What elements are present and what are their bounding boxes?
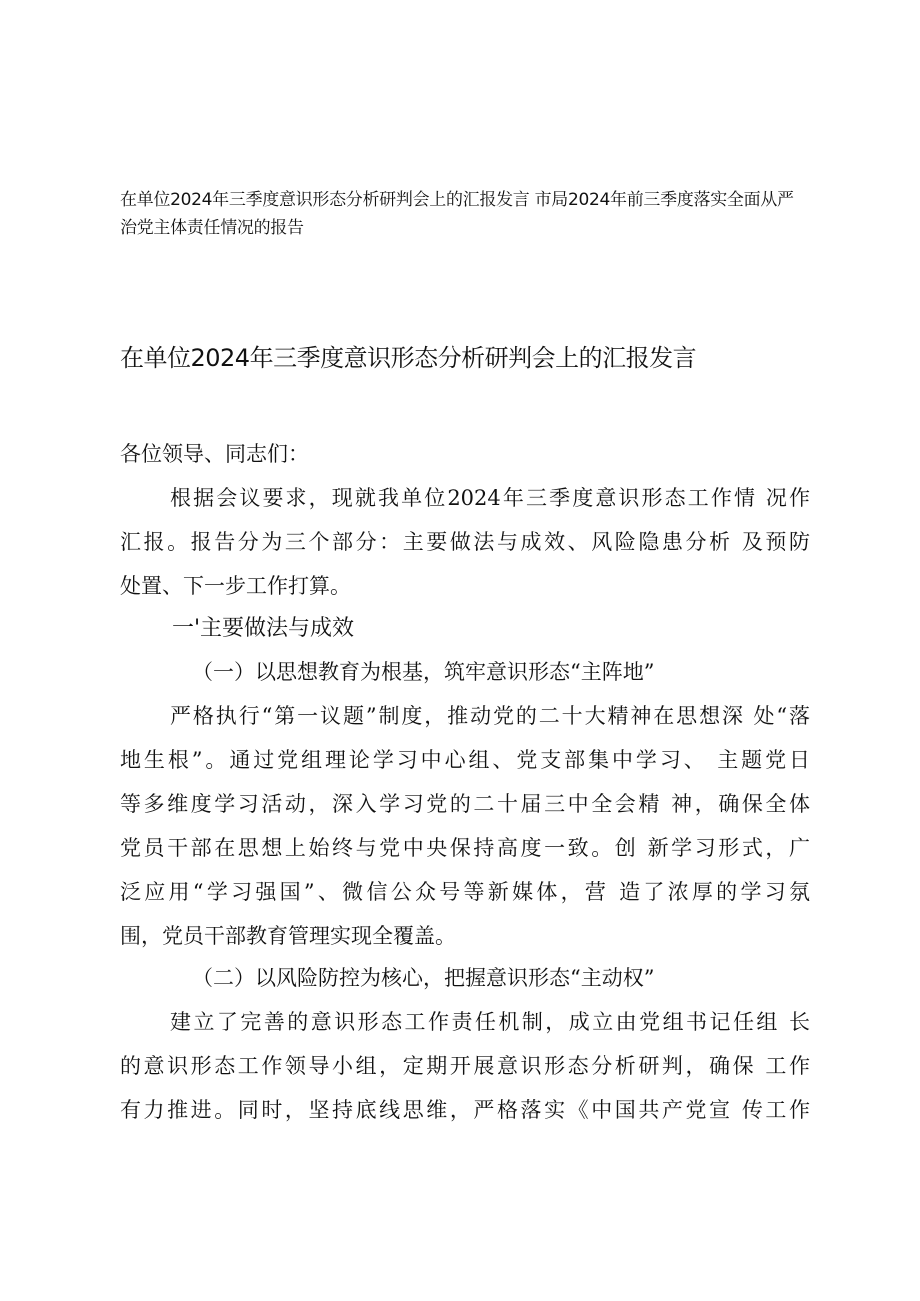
section-heading: 一'主要做法与成效 [172, 616, 355, 641]
salutation: 各位领导、同志们： [120, 442, 309, 466]
paragraph-line: 地生根”。通过党组理论学习中心组、党支部集中学习、 主题党日 [120, 748, 810, 772]
document-title: 在单位2024年三季度意识形态分析研判会上的汇报发言 [120, 344, 697, 372]
intro-line: 处置、下一步工作打算。 [120, 574, 351, 598]
intro-line: 根据会议要求，现就我单位2024年三季度意识形态工作情 况作 [170, 486, 810, 510]
paragraph-line: 的意识形态工作领导小组，定期开展意识形态分析研判，确保 工作 [120, 1054, 810, 1078]
paragraph-line: 等多维度学习活动，深入学习党的二十届三中全会精 神，确保全体 [120, 792, 810, 816]
paragraph-line: 围，党员干部教育管理实现全覆盖。 [120, 924, 456, 948]
subsection-title: （一）以思想教育为根基，筑牢意识形态“主阵地” [192, 660, 655, 684]
subsection-title: （二）以风险防控为核心，把握意识形态“主动权” [192, 966, 655, 990]
paragraph-line: 严格执行“第一议题”制度，推动党的二十大精神在思想深 处“落 [170, 704, 810, 728]
paragraph-line: 有力推进。同时，坚持底线思维，严格落实《中国共产党宣 传工作 [120, 1098, 810, 1122]
intro-line: 汇报。报告分为三个部分：主要做法与成效、风险隐患分析 及预防 [120, 530, 810, 554]
paragraph-line: 党员干部在思想上始终与党中央保持高度一致。创 新学习形式，广 [120, 836, 810, 860]
file-title: 在单位2024年三季度意识形态分析研判会上的汇报发言 市局2024年前三季度落实全面从严治党主体责任情况的报告 [120, 190, 794, 238]
paragraph-line: 建立了完善的意识形态工作责任机制，成立由党组书记任组 长 [170, 1010, 810, 1034]
paragraph-line: 泛应用“学习强国”、微信公众号等新媒体，营 造了浓厚的学习氛 [120, 880, 810, 904]
